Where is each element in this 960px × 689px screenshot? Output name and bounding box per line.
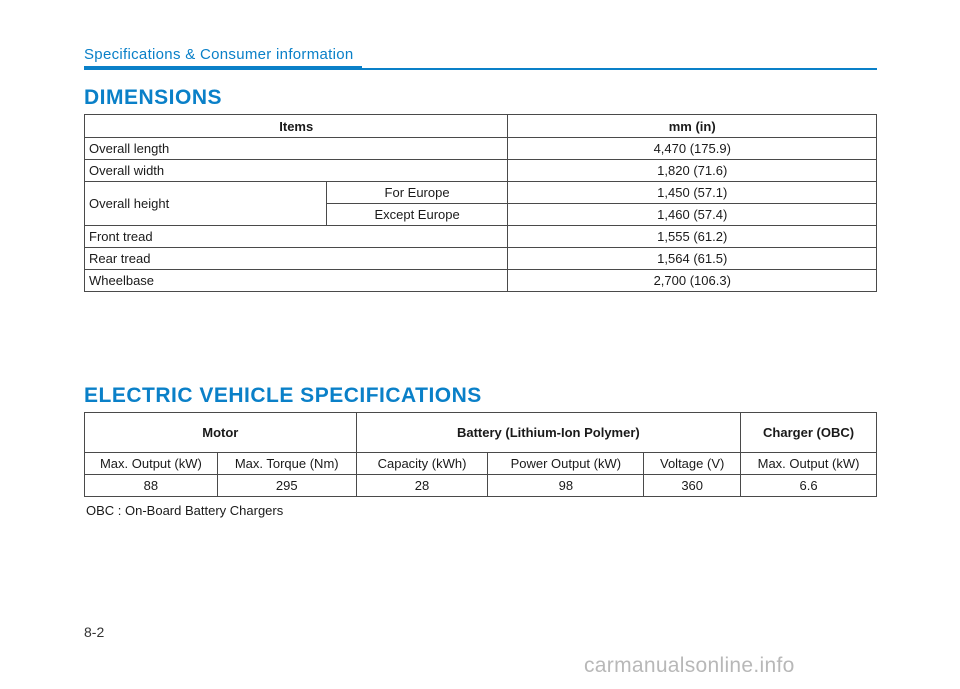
table-row (85, 226, 877, 248)
row-value: 1,460 (57.4) (508, 204, 877, 226)
section-header: Specifications & Consumer information (84, 46, 354, 63)
row-value: 2,700 (106.3) (508, 270, 877, 292)
table-group-header-row (85, 413, 877, 453)
row-value: 1,564 (61.5) (508, 248, 877, 270)
ev-specs-table (84, 412, 877, 497)
group-header-motor: Motor (85, 413, 357, 453)
table-cell: 6.6 (741, 475, 877, 497)
column-header-mm-in: mm (in) (508, 115, 877, 138)
table-row (85, 270, 877, 292)
row-value: 4,470 (175.9) (508, 138, 877, 160)
table-row (85, 475, 877, 497)
row-label: Overall width (85, 160, 508, 182)
row-sub-label: For Europe (326, 182, 508, 204)
table-header-row (85, 115, 877, 138)
table-cell: 360 (644, 475, 741, 497)
watermark: carmanualsonline.info (584, 654, 795, 677)
table-header-row (85, 453, 877, 475)
column-header-items: Items (85, 115, 508, 138)
row-label: Rear tread (85, 248, 508, 270)
column-header: Max. Output (kW) (741, 453, 877, 475)
table-cell: 295 (217, 475, 356, 497)
group-header-battery: Battery (Lithium-Ion Polymer) (356, 413, 741, 453)
row-sub-label: Except Europe (326, 204, 508, 226)
column-header: Max. Output (kW) (85, 453, 218, 475)
row-label: Overall length (85, 138, 508, 160)
column-header: Capacity (kWh) (356, 453, 488, 475)
row-label: Overall height (85, 182, 327, 226)
section-header-bar (84, 66, 362, 70)
dimensions-table (84, 114, 877, 292)
row-value: 1,450 (57.1) (508, 182, 877, 204)
ev-specs-title: ELECTRIC VEHICLE SPECIFICATIONS (84, 384, 482, 407)
table-cell: 98 (488, 475, 644, 497)
dimensions-title: DIMENSIONS (84, 86, 223, 109)
column-header: Voltage (V) (644, 453, 741, 475)
obc-footnote: OBC : On-Board Battery Chargers (86, 503, 284, 518)
table-cell: 28 (356, 475, 488, 497)
table-row (85, 160, 877, 182)
group-header-charger: Charger (OBC) (741, 413, 877, 453)
column-header: Power Output (kW) (488, 453, 644, 475)
page-number: 8-2 (84, 624, 105, 640)
section-header-rule (362, 68, 877, 70)
table-row (85, 182, 877, 204)
table-row (85, 248, 877, 270)
table-cell: 88 (85, 475, 218, 497)
row-value: 1,555 (61.2) (508, 226, 877, 248)
row-label: Front tread (85, 226, 508, 248)
column-header: Max. Torque (Nm) (217, 453, 356, 475)
row-label: Wheelbase (85, 270, 508, 292)
row-value: 1,820 (71.6) (508, 160, 877, 182)
table-row (85, 138, 877, 160)
